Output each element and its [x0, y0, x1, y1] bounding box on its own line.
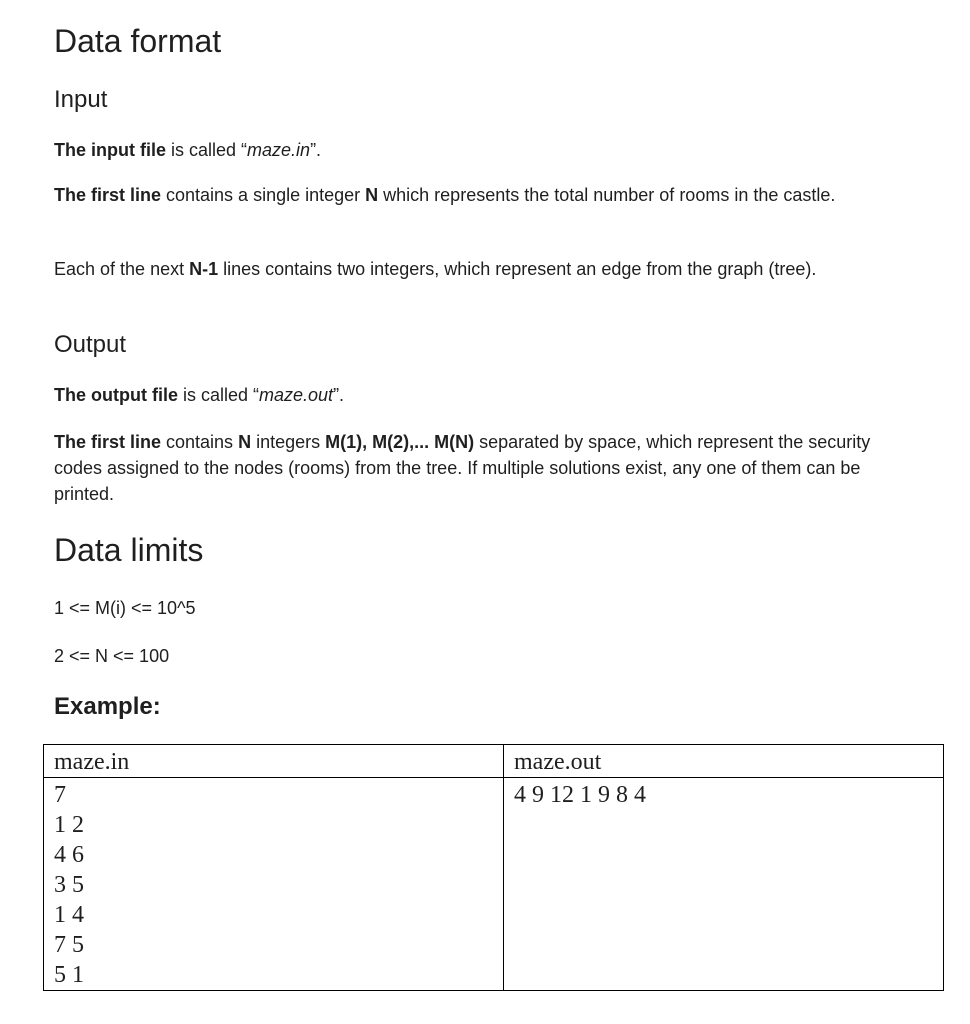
input-file-paragraph: [54, 137, 904, 163]
m-values-bold: M(1), M(2),... M(N): [325, 432, 475, 452]
input-line: 7: [54, 782, 66, 808]
output-file-text-end: ”.: [333, 385, 345, 405]
limit-n: 2 <= N <= 100: [54, 646, 170, 666]
output-file-name: maze.out: [259, 385, 334, 405]
output-first-line-bold: The first line: [54, 432, 162, 452]
output-first-line-text: contains: [161, 432, 239, 452]
limit-m: 1 <= M(i) <= 10^5: [54, 598, 196, 618]
output-file-bold: The output file: [54, 385, 178, 405]
edges-text-end: lines contains two integers, which represent an edge from the graph (tree).: [218, 259, 817, 279]
input-cell: [44, 778, 504, 991]
heading-example: Example:: [54, 693, 161, 720]
edges-text: Each of the next: [54, 259, 190, 279]
output-first-line-paragraph: [54, 429, 904, 507]
input-line: 7 5: [54, 932, 84, 958]
header-maze-out: maze.out: [504, 745, 944, 778]
input-line: 4 6: [54, 842, 84, 868]
input-file-bold: The input file: [54, 140, 166, 160]
first-line-text: contains a single integer: [161, 185, 366, 205]
heading-input: Input: [54, 86, 108, 113]
output-line: 4 9 12 1 9 8 4: [514, 782, 646, 808]
input-file-text: is called “: [166, 140, 248, 160]
output-file-paragraph: [54, 382, 904, 408]
output-cell: [504, 778, 944, 991]
table-data-row: [44, 778, 944, 991]
example-table: [43, 744, 944, 991]
input-line: 1 4: [54, 902, 84, 928]
heading-data-format: Data format: [54, 23, 222, 59]
input-line: 5 1: [54, 962, 84, 988]
input-first-line-paragraph: [54, 182, 904, 208]
n-minus-1-bold: N-1: [189, 259, 219, 279]
output-file-text: is called “: [177, 385, 260, 405]
output-integers-text: integers: [251, 432, 326, 452]
table-header-row: [44, 745, 944, 778]
input-line: 3 5: [54, 872, 84, 898]
header-maze-in: maze.in: [44, 745, 504, 778]
input-edges-paragraph: [54, 256, 904, 282]
heading-output: Output: [54, 331, 127, 358]
first-line-bold: The first line: [54, 185, 162, 205]
input-file-text-end: ”.: [310, 140, 322, 160]
heading-data-limits: Data limits: [54, 532, 204, 568]
output-n-bold: N: [238, 432, 252, 452]
output-description-text: separated by space, which represent the security codes assigned to the nodes (rooms) from the tree. If multiple solutions exist, any one of them can be printed.: [54, 432, 871, 504]
input-file-name: maze.in: [247, 140, 311, 160]
input-line: 1 2: [54, 812, 84, 838]
n-bold: N: [365, 185, 379, 205]
first-line-text-end: which represents the total number of rooms in the castle.: [378, 185, 836, 205]
